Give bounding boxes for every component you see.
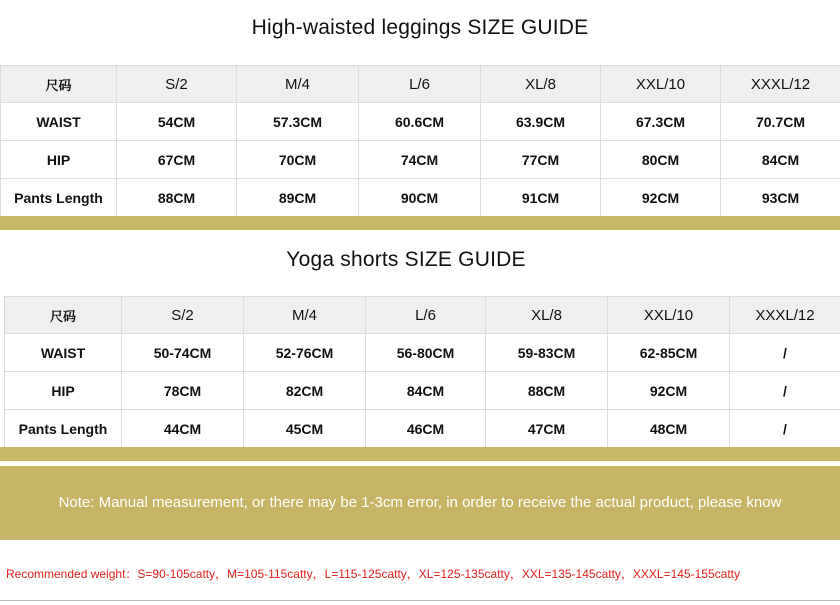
table-row-hip xyxy=(1,141,840,179)
table-cell: 80CM xyxy=(601,141,721,179)
table-cell: 89CM xyxy=(237,179,359,217)
table-cell: 84CM xyxy=(366,372,486,410)
table-cell: 62-85CM xyxy=(608,334,730,372)
row-label: HIP xyxy=(1,141,117,179)
table-cell: 60.6CM xyxy=(359,103,481,141)
size-header-xxxl: XXXL/12 xyxy=(721,66,840,103)
size-header-xl: XL/8 xyxy=(486,297,608,334)
row-label: Pants Length xyxy=(1,179,117,217)
table-cell: 48CM xyxy=(608,410,730,448)
size-column-header: 尺码 xyxy=(1,66,117,103)
table-cell: 63.9CM xyxy=(481,103,601,141)
table-row-waist xyxy=(1,103,840,141)
table-cell: / xyxy=(730,410,840,448)
table-cell: 88CM xyxy=(117,179,237,217)
table-cell: 90CM xyxy=(359,179,481,217)
size-header-xxxl: XXXL/12 xyxy=(730,297,840,334)
table-cell: 54CM xyxy=(117,103,237,141)
size-header-xl: XL/8 xyxy=(481,66,601,103)
table-cell: 46CM xyxy=(366,410,486,448)
shorts-size-table xyxy=(4,296,840,448)
table-cell: 70CM xyxy=(237,141,359,179)
table-cell: 45CM xyxy=(244,410,366,448)
table-header-row xyxy=(1,66,840,103)
table-cell: / xyxy=(730,372,840,410)
row-label: HIP xyxy=(5,372,122,410)
measurement-note-banner: Note: Manual measurement, or there may be 1-3cm error, in order to receive the actual product, please know xyxy=(0,466,840,540)
table-cell: 67.3CM xyxy=(601,103,721,141)
size-header-s: S/2 xyxy=(122,297,244,334)
table-cell: 59-83CM xyxy=(486,334,608,372)
table-cell: 47CM xyxy=(486,410,608,448)
row-label: WAIST xyxy=(1,103,117,141)
size-header-m: M/4 xyxy=(244,297,366,334)
table-row-pants-length xyxy=(1,179,840,217)
table-cell: 52-76CM xyxy=(244,334,366,372)
table-row-pants-length xyxy=(5,410,840,448)
table-cell: 50-74CM xyxy=(122,334,244,372)
table-header-row xyxy=(5,297,840,334)
bottom-divider xyxy=(0,600,840,601)
table-cell: 44CM xyxy=(122,410,244,448)
gold-divider-bar xyxy=(0,216,840,230)
size-column-header: 尺码 xyxy=(5,297,122,334)
leggings-size-guide-title: High-waisted leggings SIZE GUIDE xyxy=(251,16,589,39)
table-row-hip xyxy=(5,372,840,410)
table-cell: 57.3CM xyxy=(237,103,359,141)
gold-divider-bar xyxy=(0,447,840,461)
shorts-size-guide-title: Yoga shorts SIZE GUIDE xyxy=(286,248,526,271)
table-cell: 82CM xyxy=(244,372,366,410)
table-cell: 91CM xyxy=(481,179,601,217)
size-header-xxl: XXL/10 xyxy=(608,297,730,334)
row-label: WAIST xyxy=(5,334,122,372)
table-cell: 74CM xyxy=(359,141,481,179)
recommended-weight-text: Recommended weight：S=90-105catty，M=105-115catty，L=115-125catty，XL=125-135catty，XXL=135-145catty，XXXL=145-155catty xyxy=(6,567,740,581)
size-header-l: L/6 xyxy=(366,297,486,334)
size-header-s: S/2 xyxy=(117,66,237,103)
table-cell: 84CM xyxy=(721,141,840,179)
table-cell: 77CM xyxy=(481,141,601,179)
table-cell: 92CM xyxy=(608,372,730,410)
table-cell: 93CM xyxy=(721,179,840,217)
table-cell: 78CM xyxy=(122,372,244,410)
table-cell: / xyxy=(730,334,840,372)
table-cell: 92CM xyxy=(601,179,721,217)
size-header-xxl: XXL/10 xyxy=(601,66,721,103)
table-cell: 56-80CM xyxy=(366,334,486,372)
size-header-l: L/6 xyxy=(359,66,481,103)
table-row-waist xyxy=(5,334,840,372)
table-cell: 67CM xyxy=(117,141,237,179)
row-label: Pants Length xyxy=(5,410,122,448)
table-cell: 70.7CM xyxy=(721,103,840,141)
table-cell: 88CM xyxy=(486,372,608,410)
size-header-m: M/4 xyxy=(237,66,359,103)
leggings-size-table xyxy=(0,65,840,217)
